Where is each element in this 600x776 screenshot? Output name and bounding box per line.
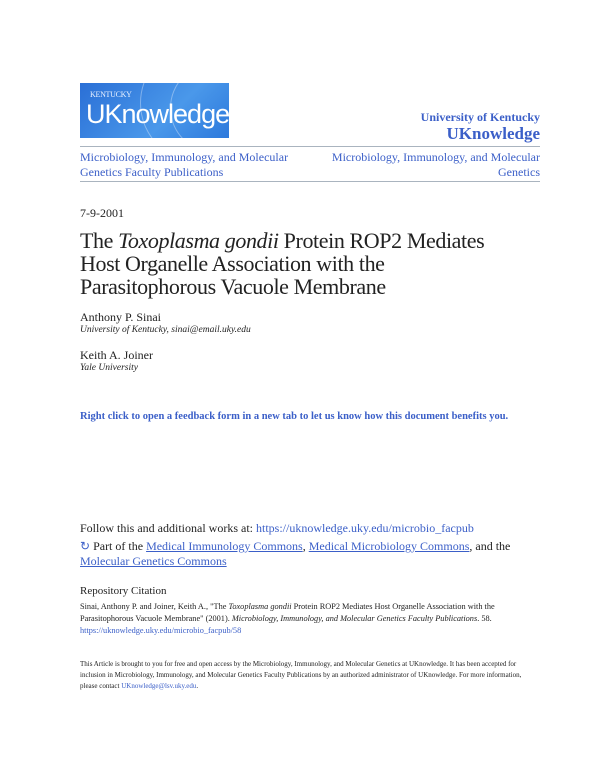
- follow-label: Follow this and additional works at:: [80, 521, 256, 535]
- citation-part: Toxoplasma gondii: [228, 602, 292, 611]
- collection-link-left[interactable]: Microbiology, Immunology, and Molecular Genetics Faculty Publications: [80, 150, 289, 179]
- institution-name: University of Kentucky: [420, 110, 540, 124]
- collection-link-right[interactable]: Microbiology, Immunology, and Molecular Genetics: [331, 150, 540, 179]
- separator: , and the: [469, 539, 511, 553]
- footer-end: .: [196, 682, 199, 690]
- author-name: Keith A. Joiner: [80, 348, 153, 362]
- commons-link-medical-microbiology[interactable]: Medical Microbiology Commons: [308, 539, 470, 553]
- divider: [80, 181, 540, 182]
- separator: ,: [302, 539, 309, 553]
- document-title: [80, 229, 520, 298]
- logo-uknowledge: UKnowledge: [86, 99, 229, 129]
- uknowledge-logo[interactable]: [80, 83, 229, 138]
- title-part: The: [80, 228, 119, 253]
- publication-date: 7-9-2001: [80, 206, 124, 220]
- citation-part: . 58.: [477, 614, 492, 623]
- citation-heading: Repository Citation: [80, 585, 167, 597]
- author-1: [80, 310, 251, 335]
- feedback-link[interactable]: Right click to open a feedback form in a new tab to let us know how this document benefits you.: [80, 411, 509, 422]
- follow-line: [80, 521, 474, 536]
- contact-email-link[interactable]: UKnowledge@lsv.uky.edu: [121, 682, 197, 690]
- author-2: [80, 348, 153, 373]
- part-of-label: Part of the: [93, 539, 147, 553]
- part-of-line: [80, 539, 520, 569]
- footer-notice: [80, 659, 530, 692]
- title-species: Toxoplasma gondii: [118, 228, 279, 253]
- divider: [80, 146, 540, 147]
- citation-text: [80, 601, 500, 637]
- commons-icon: ↻: [80, 539, 91, 553]
- repository-name: UKnowledge: [446, 124, 540, 143]
- commons-link-medical-immunology[interactable]: Medical Immunology Commons: [146, 539, 303, 553]
- author-affiliation: Yale University: [80, 363, 138, 373]
- citation-url-link[interactable]: https://uknowledge.uky.edu/microbio_facpub/58: [80, 626, 242, 635]
- author-affiliation: University of Kentucky, sinai@email.uky.edu: [80, 325, 251, 335]
- author-name: Anthony P. Sinai: [80, 310, 162, 324]
- title-part: Protein ROP2 Mediates Host Organelle Association with the Parasitophorous Vacuole Membrane: [80, 228, 485, 299]
- citation-journal: Microbiology, Immunology, and Molecular Genetics Faculty Publications: [231, 614, 478, 623]
- repository-brand[interactable]: [421, 110, 540, 143]
- footer-text: This Article is brought to you for free and open access by the Microbiology, Immunology, and Molecular Genetics at UKnowledge. It has been accepted for inclusion in Microbiology, Immunology, and Molecular Genetics Faculty Publications by an authorized administrator of UKnowledge. For more information, please contact: [80, 660, 522, 690]
- follow-url-link[interactable]: https://uknowledge.uky.edu/microbio_facpub: [256, 521, 474, 535]
- logo-kentucky: KENTUCKY: [90, 90, 132, 99]
- citation-part: Sinai, Anthony P. and Joiner, Keith A., "The: [80, 602, 229, 611]
- citation-part: Protein ROP2 Mediates Host Organelle Association with the Parasitophorous Vacuole Membrane" (2001).: [80, 602, 495, 623]
- commons-link-molecular-genetics[interactable]: Molecular Genetics Commons: [80, 554, 227, 568]
